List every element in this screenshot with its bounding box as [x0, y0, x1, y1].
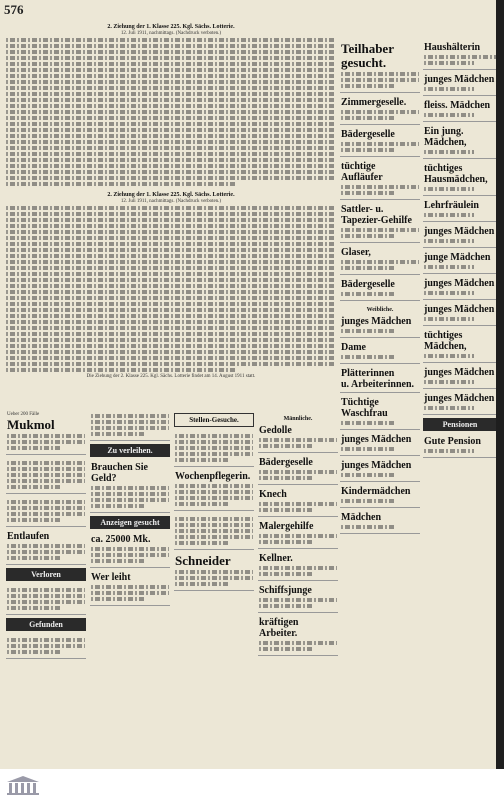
ad-mukmol-box	[6, 410, 86, 455]
ad-baedergeselle-3	[340, 277, 420, 301]
heading-brauchen-sie-geld: Brauchen Sie Geld?	[91, 462, 148, 484]
ad-junges-maedchen-r3	[340, 458, 420, 482]
ad-brauchen-sie-geld	[90, 460, 170, 513]
ad-filler-1	[6, 457, 86, 494]
ad-schiffsjunge	[258, 583, 338, 613]
ad-mukmol: Mukmol	[7, 417, 55, 432]
ad-filler-5	[174, 513, 254, 550]
page-number: 576	[4, 2, 24, 17]
ad-sattler	[340, 202, 420, 243]
heading-sattler: Sattler- u. Tapezier-Gehilfe	[341, 204, 412, 226]
heading-lehrfraeulein: Lehrfräulein	[424, 200, 479, 211]
heading-malergehilfe: Malergehilfe	[259, 521, 314, 532]
lottery-footnote: Die Ziehung der 2. Klasse 225. Kgl. Sächs. Lotterie findet am 14. August 1911 statt.	[86, 374, 256, 379]
heading-maennliche: Männliche.	[283, 416, 313, 422]
ad-fleiss-maedchen	[423, 98, 497, 122]
heading-zu-verleihen: Zu verleihen.	[90, 444, 170, 457]
ad-waschfrau	[340, 395, 420, 430]
ad-glaser	[340, 245, 420, 275]
ad-hausmaedchen	[423, 161, 497, 196]
heading-haushaelterin: Haushälterin	[424, 42, 481, 53]
ad-plaetterinnen	[340, 366, 420, 393]
ad-ein-jung-maedchen	[423, 124, 497, 159]
heading-teilhaber: Teilhaber gesucht.	[341, 41, 394, 70]
ads-column-4	[258, 410, 338, 770]
ad-filler-2	[6, 496, 86, 527]
heading-hausmaedchen: tüchtiges Hausmädchen,	[424, 163, 488, 185]
ad-filler-4	[174, 430, 254, 467]
ad-wer-leiht	[90, 570, 170, 606]
list2-body	[6, 206, 336, 372]
ad-kindermaedchen	[340, 484, 420, 508]
heading-ein-jung-maedchen: Ein jung. Mädchen,	[424, 126, 467, 148]
heading-verloren: Verloren	[6, 568, 86, 581]
heading-c3-7: junges Mädchen	[424, 226, 495, 237]
heading-junges-maedchen-r2: junges Mädchen	[341, 434, 412, 445]
heading-plaetterinnen: Plätterinnen	[341, 368, 395, 379]
heading-auflaeufer: tüchtige Aufläufer	[341, 161, 383, 183]
ad-c3-12	[423, 365, 497, 389]
ad-junges-maedchen-r2	[340, 432, 420, 456]
heading-gedolle: Gedolle	[259, 425, 292, 436]
ad-baedergeselle-2	[340, 127, 420, 157]
heading-arbeiterinnen: u. Arbeiterinnen.	[341, 379, 415, 390]
ad-baedergeselle	[258, 455, 338, 485]
heading-kindermaedchen: Kindermädchen	[341, 486, 411, 497]
heading-c3-9: junges Mädchen	[424, 278, 495, 289]
heading-junges-maedchen-r3: junges Mädchen	[341, 460, 412, 471]
ad-gedolle	[258, 423, 338, 453]
heading-baedergeselle-3: Bädergeselle	[341, 279, 395, 290]
ad-c3-7	[423, 224, 497, 248]
heading-25000: ca. 25000 Mk.	[91, 534, 151, 545]
ad-schneider	[174, 552, 254, 591]
ads-column-right-1	[340, 40, 420, 770]
heading-pensionen: Pensionen	[423, 418, 497, 431]
ad-junges-maedchen-r1	[340, 314, 420, 338]
list1-body	[6, 38, 336, 186]
heading-tuechtiges-maedchen: tüchtiges Mädchen,	[424, 330, 467, 352]
heading-schiffsjunge: Schiffsjunge	[259, 585, 312, 596]
list1-title: 2. Ziehung der 1. Klasse 225. Kgl. Sächs. Lotterie.	[107, 24, 235, 30]
heading-baedergeselle-2: Bädergeselle	[341, 129, 395, 140]
ad-malergehilfe	[258, 519, 338, 549]
heading-weibliche: Weibliche.	[366, 307, 394, 313]
ad-kraeftigen-arbeiter	[258, 615, 338, 656]
heading-glaser: Glaser,	[341, 247, 371, 258]
heading-gefunden: Gefunden	[6, 618, 86, 631]
ad-tuechtiges-maedchen	[423, 328, 497, 363]
page-footer	[0, 769, 504, 799]
ads-column-1	[6, 410, 86, 770]
ad-dame	[340, 340, 420, 364]
heading-junges-maedchen-r1: junges Mädchen	[341, 316, 412, 327]
heading-baedergeselle: Bädergeselle	[259, 457, 313, 468]
ad-200-cases: Ueber 200 Fälle	[7, 412, 40, 417]
list1-date: 12. Juli 1911, nachmittags. (Nachdruck verboten.)	[120, 31, 222, 36]
classified-ads-bottom	[6, 410, 336, 770]
heading-c3-13: junges Mädchen	[424, 393, 495, 404]
heading-c3-8: junge Mädchen	[424, 252, 491, 263]
library-logo-icon	[4, 774, 42, 796]
heading-wer-leiht: Wer leiht	[91, 572, 131, 583]
heading-c3-2: junges Mädchen	[424, 74, 495, 85]
ads-column-2	[90, 410, 170, 770]
page-edge-bar	[496, 0, 504, 799]
heading-knecht: Knech	[259, 489, 287, 500]
ad-haushaelterin	[423, 40, 497, 70]
heading-anzeigen: Anzeigen gesucht	[90, 516, 170, 529]
ad-kellner	[258, 551, 338, 581]
heading-waschfrau: Tüchtige Waschfrau	[341, 397, 388, 419]
heading-kellner: Kellner.	[259, 553, 293, 564]
heading-maedchen: Mädchen	[341, 512, 381, 523]
ad-knecht	[258, 487, 338, 517]
ad-wochenpflegerin	[174, 469, 254, 511]
heading-c3-10: junges Mädchen	[424, 304, 495, 315]
ad-c3-2	[423, 72, 497, 96]
ad-c3-13	[423, 391, 497, 415]
heading-entlaufen: Entlaufen	[7, 531, 50, 542]
page-header	[0, 0, 504, 18]
ad-gefunden-body	[6, 634, 86, 659]
list2-title: 2. Ziehung der 1. Klasse 225. Kgl. Sächs. Lotterie.	[107, 192, 235, 198]
ads-column-right-2	[423, 40, 497, 770]
heading-schneider: Schneider	[175, 553, 231, 568]
lottery-lists	[6, 18, 336, 406]
heading-c3-12: junges Mädchen	[424, 367, 495, 378]
heading-gute-pension: Gute Pension	[424, 436, 481, 447]
ad-c3-9	[423, 276, 497, 300]
ad-teilhaber	[340, 40, 420, 93]
ad-filler-3	[90, 410, 170, 441]
ad-gute-pension	[423, 434, 497, 458]
heading-zimmergeselle: Zimmergeselle.	[341, 97, 407, 108]
heading-kraeftigen-arbeiter: kräftigen Arbeiter.	[259, 617, 299, 639]
ad-c3-10	[423, 302, 497, 326]
ad-entlaufen	[6, 529, 86, 565]
ads-column-3	[174, 410, 254, 770]
heading-stellen-gesuche: Stellen-Gesuche.	[174, 413, 254, 427]
ad-maedchen	[340, 510, 420, 534]
list2-date: 12. Juli 1911, nachmittags. (Nachdruck verboten.)	[120, 199, 222, 204]
ad-zimmergeselle	[340, 95, 420, 125]
heading-fleiss-maedchen: fleiss. Mädchen	[424, 100, 491, 111]
heading-wochenpflegerin: Wochenpflegerin.	[175, 471, 251, 482]
ad-lehrfraeulein	[423, 198, 497, 222]
ad-25000	[90, 532, 170, 568]
ad-verloren-body	[6, 584, 86, 615]
heading-dame: Dame	[341, 342, 366, 353]
ad-auflaeufer	[340, 159, 420, 200]
ad-c3-8	[423, 250, 497, 274]
